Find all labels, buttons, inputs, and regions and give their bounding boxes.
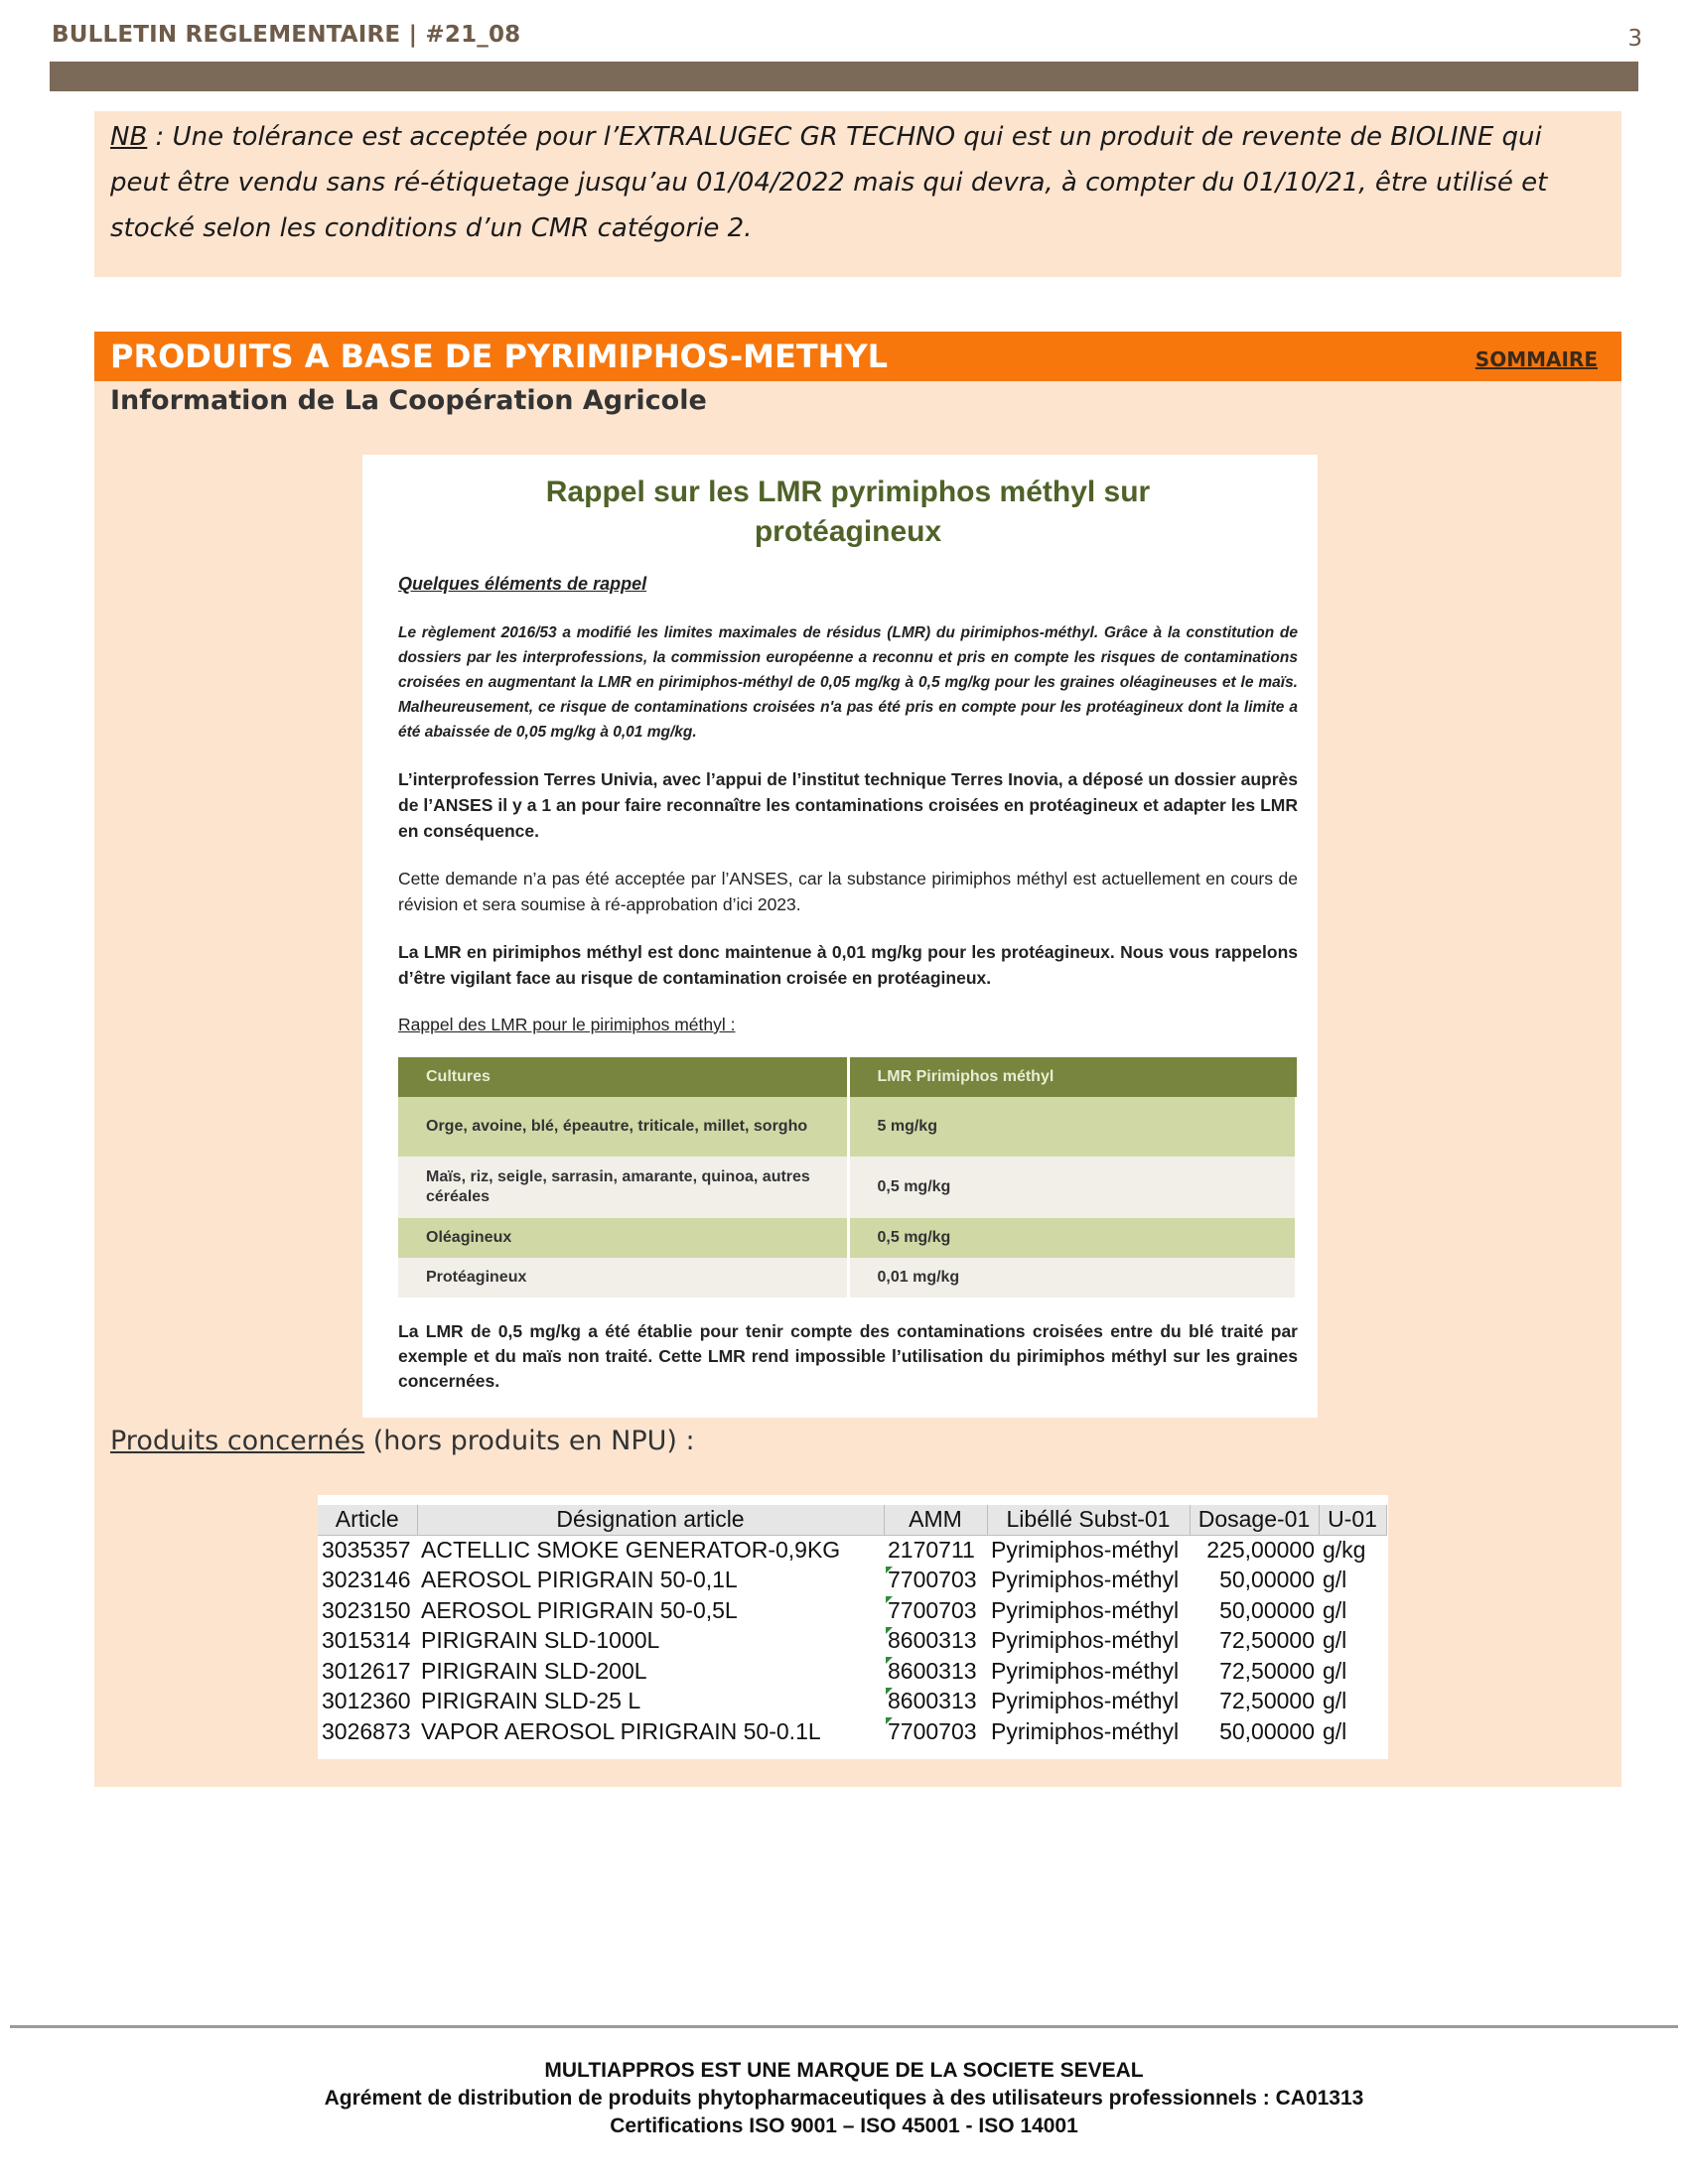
section-header	[94, 332, 1621, 381]
lmr-row	[398, 1218, 1297, 1258]
bulletin-header	[52, 22, 520, 48]
designation-cell: PIRIGRAIN SLD-1000L	[421, 1627, 660, 1654]
info-source: Information de La Coopération Agricole	[110, 385, 707, 416]
product-row	[318, 1535, 1386, 1566]
nb-label: NB	[110, 122, 148, 152]
unit-cell: g/l	[1323, 1657, 1347, 1684]
lmr-reminder-card	[362, 455, 1318, 1418]
nb-box	[94, 111, 1621, 277]
lmr-header-lmr: LMR Pirimiphos méthyl	[848, 1057, 1297, 1097]
amm-cell: 8600313	[884, 1687, 987, 1717]
header-separator: |	[408, 22, 418, 48]
designation-cell: PIRIGRAIN SLD-25 L	[421, 1688, 641, 1714]
substance-cell: Pyrimiphos-méthyl	[991, 1688, 1180, 1714]
footer-line-1: MULTIAPPROS EST UNE MARQUE DE LA SOCIETE SEVEAL	[544, 2059, 1144, 2082]
amm-cell: 8600313	[884, 1626, 987, 1657]
product-row	[318, 1566, 1386, 1596]
amm-cell: 2170711	[888, 1537, 975, 1563]
article-cell: 3023150	[322, 1596, 411, 1623]
products-label-underlined: Produits concernés	[110, 1426, 365, 1456]
lmr-row	[398, 1157, 1297, 1218]
designation-cell: PIRIGRAIN SLD-200L	[421, 1657, 647, 1684]
amm-cell: 8600313	[884, 1656, 987, 1687]
lmr-culture-cell: Maïs, riz, seigle, sarrasin, amarante, quinoa, autres céréales	[398, 1157, 848, 1218]
dosage-cell: 72,50000	[1219, 1688, 1315, 1714]
products-header-amm: AMM	[884, 1505, 987, 1535]
lmr-culture-cell: Protéagineux	[398, 1258, 848, 1297]
footer-rule	[10, 2025, 1678, 2028]
lmr-table	[398, 1057, 1298, 1297]
designation-cell: AEROSOL PIRIGRAIN 50-0,1L	[421, 1567, 738, 1593]
article-cell: 3012617	[322, 1657, 411, 1684]
card-paragraph-2: L’interprofession Terres Univia, avec l’appui de l’institut technique Terres Inovia, a déposé un dossier auprès de l’ANSES il y a 1 an pour faire reconnaître les contaminations croisées en protéagineux et adapter les LMR en conséquence.	[398, 769, 1298, 841]
card-paragraph-3: Cette demande n’a pas été acceptée par l’ANSES, car la substance pirimiphos méthyl est actuellement en cours de révision et sera soumise à ré-approbation d’ici 2023.	[398, 869, 1298, 914]
article-cell: 3035357	[322, 1537, 411, 1563]
card-paragraph-1: Le règlement 2016/53 a modifié les limites maximales de résidus (LMR) du pirimiphos-méthyl. Grâce à la constitution de dossiers par les interprofessions, la commission européenne a reconnu et pris en compte les risques de contaminations croisées en augmentant la LMR en pirimiphos-méthyl de 0,05 mg/kg à 0,5 mg/kg pour les graines oléagineuses et le maïs. Malheureusement, ce risque de contaminations croisées n'a pas été pris en compte pour les protéagineux dont la limite a été abaissée de 0,05 mg/kg à 0,01 mg/kg.	[398, 624, 1298, 741]
card-footnote: La LMR de 0,5 mg/kg a été établie pour tenir compte des contaminations croisées entre du blé traité par exemple et du maïs non traité. Cette LMR rend impossible l’utilisation du pirimiphos méthyl sur les graines concernées.	[398, 1321, 1298, 1391]
designation-cell: VAPOR AEROSOL PIRIGRAIN 50-0.1L	[421, 1717, 821, 1744]
designation-cell: ACTELLIC SMOKE GENERATOR-0,9KG	[421, 1537, 841, 1563]
card-title-line2: protéagineux	[754, 515, 942, 548]
lmr-table-header-row	[398, 1057, 1297, 1097]
lmr-value-cell: 5 mg/kg	[848, 1097, 1297, 1157]
unit-cell: g/kg	[1323, 1537, 1366, 1563]
dosage-cell: 50,00000	[1219, 1596, 1315, 1623]
lmr-value-cell: 0,01 mg/kg	[848, 1258, 1297, 1297]
dosage-cell: 50,00000	[1219, 1567, 1315, 1593]
amm-cell: 7700703	[884, 1716, 987, 1747]
products-header-designation: Désignation article	[417, 1505, 884, 1535]
products-header-substance: Libéllé Subst-01	[987, 1505, 1190, 1535]
products-label	[110, 1426, 695, 1456]
unit-cell: g/l	[1323, 1596, 1347, 1623]
lmr-table-title: Rappel des LMR pour le pirimiphos méthyl :	[398, 1015, 736, 1034]
lmr-header-cultures: Cultures	[398, 1057, 848, 1097]
unit-cell: g/l	[1323, 1627, 1347, 1654]
article-cell: 3026873	[322, 1717, 411, 1744]
substance-cell: Pyrimiphos-méthyl	[991, 1627, 1180, 1654]
header-bar	[50, 62, 1638, 91]
substance-cell: Pyrimiphos-méthyl	[991, 1717, 1180, 1744]
substance-cell: Pyrimiphos-méthyl	[991, 1567, 1180, 1593]
dosage-cell: 72,50000	[1219, 1627, 1315, 1654]
lmr-value-cell: 0,5 mg/kg	[848, 1218, 1297, 1258]
products-header-article: Article	[318, 1505, 417, 1535]
product-row	[318, 1716, 1386, 1747]
unit-cell: g/l	[1323, 1717, 1347, 1744]
nb-text: : Une tolérance est acceptée pour l’EXTRALUGEC GR TECHNO qui est un produit de revente de BIOLINE qui peut être vendu sans ré-étiquetage jusqu’au 01/04/2022 mais qui devra, à compter du 01/10/21, être utilisé et stocké selon les conditions d’un CMR catégorie 2.	[110, 122, 1548, 243]
products-label-suffix: (hors produits en NPU) :	[364, 1426, 695, 1456]
products-table	[318, 1505, 1387, 1747]
footer	[0, 2057, 1688, 2140]
dosage-cell: 50,00000	[1219, 1717, 1315, 1744]
lmr-value-cell: 0,5 mg/kg	[848, 1157, 1297, 1218]
page-number: 3	[1627, 26, 1642, 52]
substance-cell: Pyrimiphos-méthyl	[991, 1596, 1180, 1623]
article-cell: 3012360	[322, 1688, 411, 1714]
product-row	[318, 1687, 1386, 1717]
product-row	[318, 1626, 1386, 1657]
card-title-line1: Rappel sur les LMR pyrimiphos méthyl sur	[545, 476, 1151, 508]
bulletin-issue: #21_08	[425, 22, 521, 48]
card-paragraph-4: La LMR en pirimiphos méthyl est donc maintenue à 0,01 mg/kg pour les protéagineux. Nous vous rappelons d’être vigilant face au risque de contamination croisée en protéagineux.	[398, 942, 1298, 988]
pyrimiphos-section	[94, 332, 1621, 1787]
substance-cell: Pyrimiphos-méthyl	[991, 1657, 1180, 1684]
unit-cell: g/l	[1323, 1688, 1347, 1714]
article-cell: 3015314	[322, 1627, 411, 1654]
card-title	[398, 473, 1298, 552]
products-header-unit: U-01	[1319, 1505, 1386, 1535]
products-table-image	[318, 1495, 1388, 1759]
footer-line-3: Certifications ISO 9001 – ISO 45001 - ISO 14001	[610, 2115, 1078, 2137]
lmr-culture-cell: Orge, avoine, blé, épeautre, triticale, millet, sorgho	[398, 1097, 848, 1157]
lmr-row	[398, 1258, 1297, 1297]
product-row	[318, 1595, 1386, 1626]
lmr-culture-cell: Oléagineux	[398, 1218, 848, 1258]
bulletin-title: BULLETIN REGLEMENTAIRE	[52, 22, 401, 48]
amm-cell: 7700703	[884, 1566, 987, 1596]
footer-line-2: Agrément de distribution de produits phytopharmaceutiques à des utilisateurs professionnels : CA01313	[324, 2087, 1364, 2110]
card-subhead: Quelques éléments de rappel	[398, 574, 647, 594]
products-header-dosage: Dosage-01	[1190, 1505, 1319, 1535]
unit-cell: g/l	[1323, 1567, 1347, 1593]
designation-cell: AEROSOL PIRIGRAIN 50-0,5L	[421, 1596, 738, 1623]
article-cell: 3023146	[322, 1567, 411, 1593]
dosage-cell: 72,50000	[1219, 1657, 1315, 1684]
nb-paragraph	[110, 114, 1606, 251]
dosage-cell: 225,00000	[1206, 1537, 1315, 1563]
product-row	[318, 1656, 1386, 1687]
amm-cell: 7700703	[884, 1595, 987, 1626]
sommaire-link[interactable]: SOMMAIRE	[1475, 347, 1598, 371]
products-header-row	[318, 1505, 1386, 1535]
lmr-row	[398, 1097, 1297, 1157]
section-title: PRODUITS A BASE DE PYRIMIPHOS-METHYL	[110, 338, 888, 375]
substance-cell: Pyrimiphos-méthyl	[991, 1537, 1180, 1563]
